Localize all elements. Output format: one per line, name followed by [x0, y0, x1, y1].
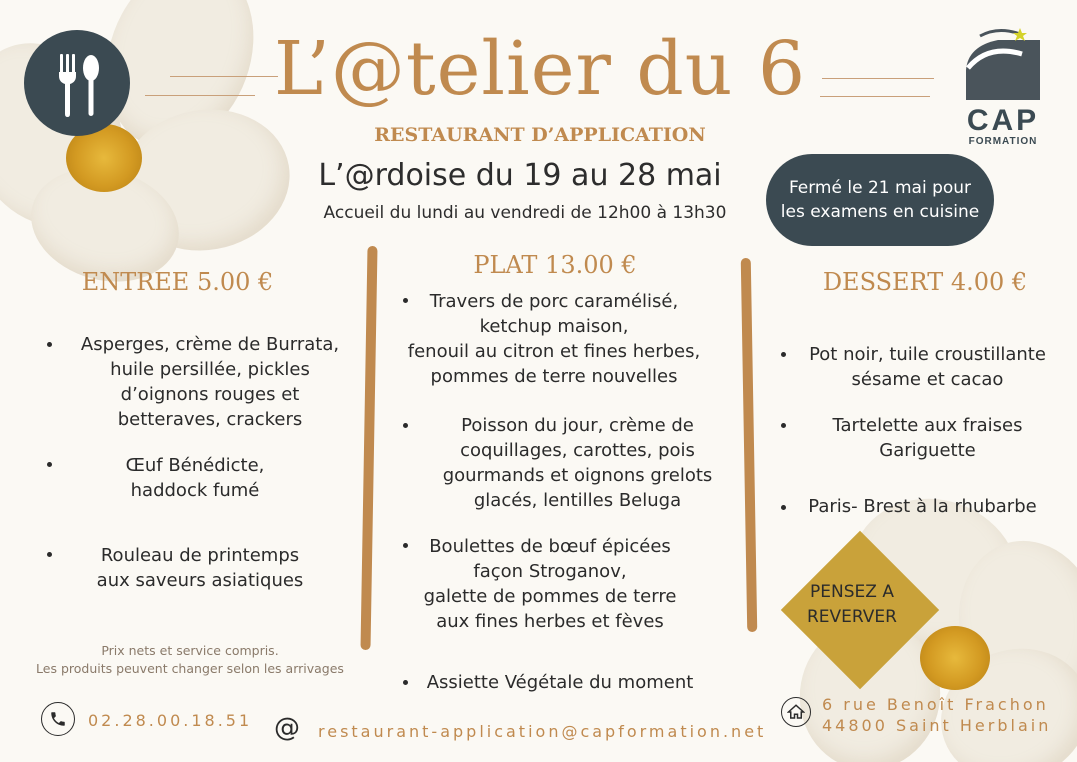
- plat-item-1-line: ketchup maison,: [479, 316, 629, 337]
- dessert-item-2-line: Gariguette: [879, 440, 976, 461]
- dessert-item-3-line: Paris- Brest à la rhubarbe: [808, 496, 1037, 517]
- entree-item-3-line: aux saveurs asiatiques: [96, 570, 304, 591]
- dessert-item-2-line: Tartelette aux fraises: [832, 415, 1023, 436]
- address-line1: 6 rue Benoît Frachon: [822, 695, 1049, 714]
- plat-title: PLAT 13.00 €: [473, 251, 637, 279]
- entree-title: ENTREE 5.00 €: [81, 268, 274, 296]
- dessert-bullet-1: [781, 352, 786, 357]
- title-rule-left-2: [145, 95, 255, 96]
- title-rule-left: [170, 76, 278, 77]
- cap-tagline-text: FORMATION: [968, 136, 1038, 147]
- entree-item-3-line: Rouleau de printemps: [100, 545, 300, 566]
- opening-hours: Accueil du lundi au vendredi de 12h00 à 13h30: [323, 203, 727, 223]
- email-address[interactable]: restaurant-application@capformation.net: [318, 722, 767, 741]
- dessert-item-1: [795, 342, 1060, 392]
- title-rule-right: [822, 78, 934, 79]
- plat-item-3: [400, 534, 700, 634]
- entree-item-1-line: betteraves, crackers: [117, 409, 303, 430]
- dessert-bullet-3: [781, 505, 786, 510]
- dessert-title: DESSERT 4.00 €: [822, 268, 1028, 296]
- fork-spoon-icon: [24, 30, 130, 136]
- cap-brand-text: CAP: [966, 104, 1040, 137]
- reserve-line1: PENSEZ A: [810, 582, 894, 602]
- closed-notice-line2: les examens en cuisine: [780, 202, 980, 222]
- divider-right: [741, 258, 758, 632]
- entree-item-1-line: Asperges, crème de Burrata,: [80, 334, 340, 355]
- cap-formation-logo: [958, 24, 1048, 150]
- page-title: L’@telier du 6: [273, 26, 807, 112]
- entree-item-1-line: d’oignons rouges et: [120, 384, 300, 405]
- closed-notice-line1: Fermé le 21 mai pour: [788, 178, 972, 198]
- plat-item-1: [394, 289, 714, 389]
- entree-item-1: [60, 332, 360, 432]
- entree-item-3: [50, 543, 350, 593]
- plat-item-2-line: glacés, lentilles Beluga: [473, 490, 682, 511]
- plat-item-3-line: galette de pommes de terre: [423, 586, 677, 607]
- restaurant-logo: [24, 30, 130, 136]
- plat-item-1-line: Travers de porc caramélisé,: [429, 291, 679, 312]
- plat-item-2-line: Poisson du jour, crème de: [461, 415, 694, 436]
- reserve-text: [782, 580, 922, 630]
- plat-item-2-line: coquillages, carottes, pois: [460, 440, 695, 461]
- entree-item-1-line: huile persillée, pickles: [110, 359, 310, 380]
- dessert-item-2: [810, 413, 1045, 463]
- plat-item-4: [415, 670, 705, 695]
- price-note: [20, 642, 360, 678]
- plat-bullet-4: [403, 680, 408, 685]
- closed-notice-badge: [766, 154, 994, 246]
- home-icon: [781, 697, 811, 727]
- plat-item-2-line: gourmands et oignons grelots: [442, 465, 713, 486]
- price-note-line1: Prix nets et service compris.: [101, 643, 279, 658]
- plat-item-3-line: façon Stroganov,: [473, 561, 627, 582]
- entree-item-2: [50, 453, 340, 503]
- plat-item-2: [420, 413, 735, 513]
- address: [822, 694, 1051, 736]
- dessert-item-1-line: sésame et cacao: [851, 369, 1004, 390]
- dessert-bullet-2: [781, 423, 786, 428]
- entree-bullet-1: [47, 342, 52, 347]
- plat-item-4-line: Assiette Végétale du moment: [426, 672, 694, 693]
- entree-item-2-line: haddock fumé: [130, 480, 260, 501]
- reserve-line2: REVERVER: [807, 607, 897, 627]
- title-rule-right-2: [820, 96, 930, 97]
- plat-item-3-line: Boulettes de bœuf épicées: [429, 536, 671, 557]
- address-line2: 44800 Saint Herblain: [822, 716, 1052, 735]
- phone-number[interactable]: 02.28.00.18.51: [88, 711, 253, 730]
- cap-emblem-icon: [958, 24, 1048, 104]
- phone-icon: [41, 702, 75, 736]
- plat-item-3-line: aux fines herbes et fèves: [436, 611, 664, 632]
- plat-item-1-line: fenouil au citron et fines herbes,: [407, 341, 701, 362]
- dessert-item-1-line: Pot noir, tuile croustillante: [809, 344, 1046, 365]
- page-subtitle: RESTAURANT D’APPLICATION: [374, 124, 706, 146]
- ardoise-dates: L’@rdoise du 19 au 28 mai: [318, 158, 722, 193]
- divider-left: [360, 246, 377, 650]
- plat-bullet-2: [403, 423, 408, 428]
- at-icon: @: [274, 713, 300, 743]
- entree-item-2-line: Œuf Bénédicte,: [125, 455, 265, 476]
- price-note-line2: Les produits peuvent changer selon les arrivages: [36, 661, 344, 676]
- dessert-item-3: [795, 494, 1050, 519]
- plat-item-1-line: pommes de terre nouvelles: [430, 366, 678, 387]
